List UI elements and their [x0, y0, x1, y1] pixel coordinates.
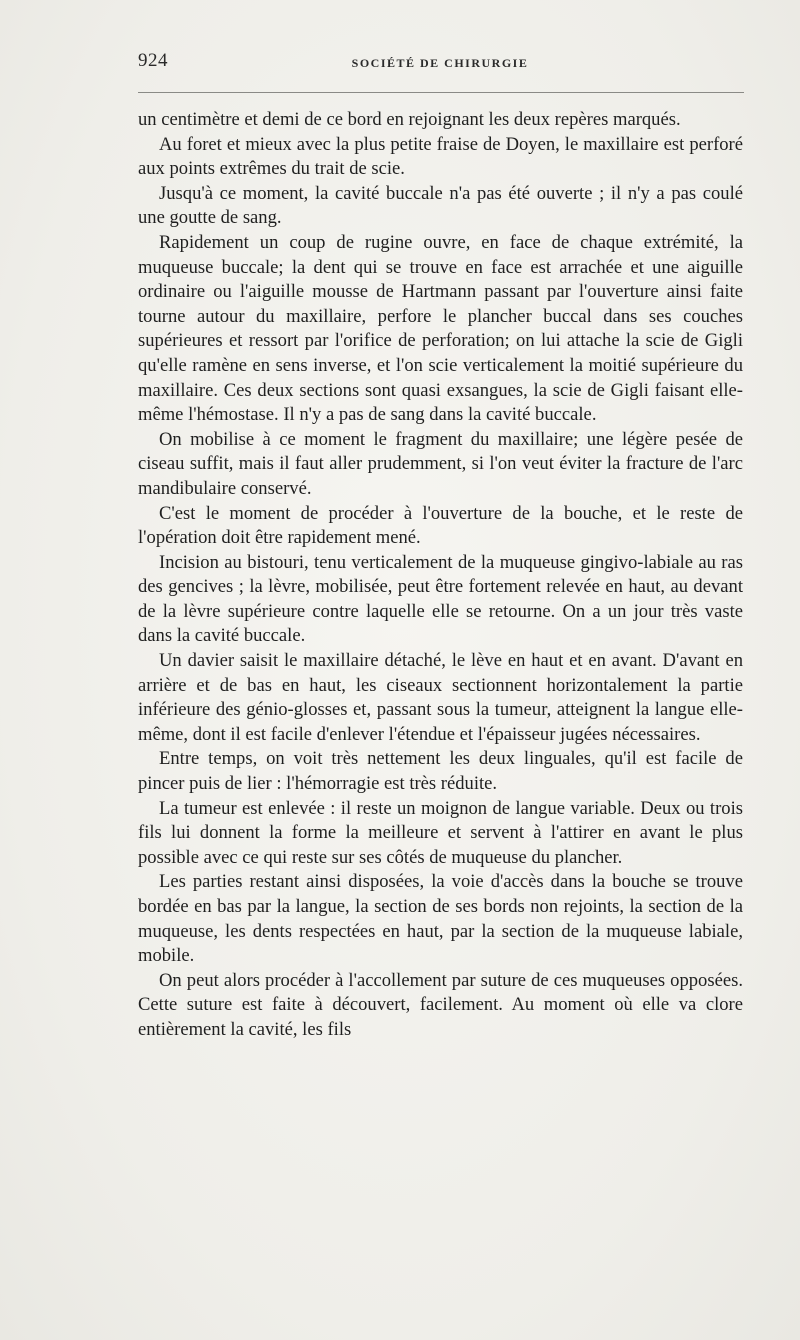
page-number: 924	[138, 50, 168, 71]
paragraph-2: Au foret et mieux avec la plus petite fraise de Doyen, le maxillaire est perforé aux points extrêmes du trait de scie.	[138, 133, 743, 180]
paragraph-7: Incision au bistouri, tenu verticalement de la muqueuse gingivo-labiale au ras des gencives ; la lèvre, mobilisée, peut être fortement relevée en haut, au devant de la lèvre supérieure contre laquelle elle se retourne. On a un jour très vaste dans la cavité buccale.	[138, 551, 743, 647]
header-rule	[138, 92, 744, 93]
page-header	[138, 50, 742, 74]
paragraph-1: un centimètre et demi de ce bord en rejoignant les deux repères marqués.	[138, 109, 681, 130]
paragraph-4: Rapidement un coup de rugine ouvre, en face de chaque extrémité, la muqueuse buccale; la dent qui se trouve en face est arrachée et une aiguille ordinaire ou l'aiguille mousse de Hartmann passant par l'ouverture ainsi faite tourne autour du maxillaire, perfore le plancher buccal dans ses couches supérieures et ressort par l'orifice de perforation; on lui attache la scie de Gigli qu'elle ramène en sens inverse, et l'on scie verticalement la moitié supérieure du maxillaire. Ces deux sections sont quasi exsangues, la scie de Gigli faisant elle-même l'hémostase. Il n'y a pas de sang dans la cavité buccale.	[138, 231, 743, 426]
paragraph-9: Entre temps, on voit très nettement les deux linguales, qu'il est facile de pincer puis de lier : l'hémorragie est très réduite.	[138, 748, 743, 795]
running-head: SOCIÉTÉ DE CHIRURGIE	[351, 56, 529, 70]
paragraph-3: Jusqu'à ce moment, la cavité buccale n'a pas été ouverte ; il n'y a pas coulé une goutte de sang.	[138, 182, 743, 229]
paragraph-5: On mobilise à ce moment le fragment du maxillaire; une légère pesée de ciseau suffit, mais il faut aller prudemment, si l'on veut éviter la fracture de l'arc mandibulaire conservé.	[138, 428, 743, 499]
paragraph-8: Un davier saisit le maxillaire détaché, le lève en haut et en avant. D'avant en arrière et de bas en haut, les ciseaux sectionnent horizontalement la partie inférieure des génio-glosses et, passant sous la tumeur, atteignent la langue elle-même, dont il est facile d'enlever l'étendue et l'épaisseur jugées nécessaires.	[138, 650, 743, 745]
paragraph-10: La tumeur est enlevée : il reste un moignon de langue variable. Deux ou trois fils lui donnent la forme la meilleure et servent à l'attirer en avant le plus possible avec ce qui reste sur ses côtés de muqueuse du plancher.	[138, 797, 743, 868]
body-text	[138, 108, 743, 1043]
paragraph-6: C'est le moment de procéder à l'ouverture de la bouche, et le reste de l'opération doit être rapidement mené.	[138, 502, 743, 549]
paragraph-12: On peut alors procéder à l'accollement par suture de ces muqueuses opposées. Cette suture est faite à découvert, facilement. Au moment où elle va clore entièrement la cavité, les fils	[138, 969, 743, 1040]
paragraph-11: Les parties restant ainsi disposées, la voie d'accès dans la bouche se trouve bordée en bas par la langue, la section de ses bords non rejoints, la section de la muqueuse, les dents respectées en haut, par la section de la muqueuse labiale, mobile.	[138, 871, 743, 967]
